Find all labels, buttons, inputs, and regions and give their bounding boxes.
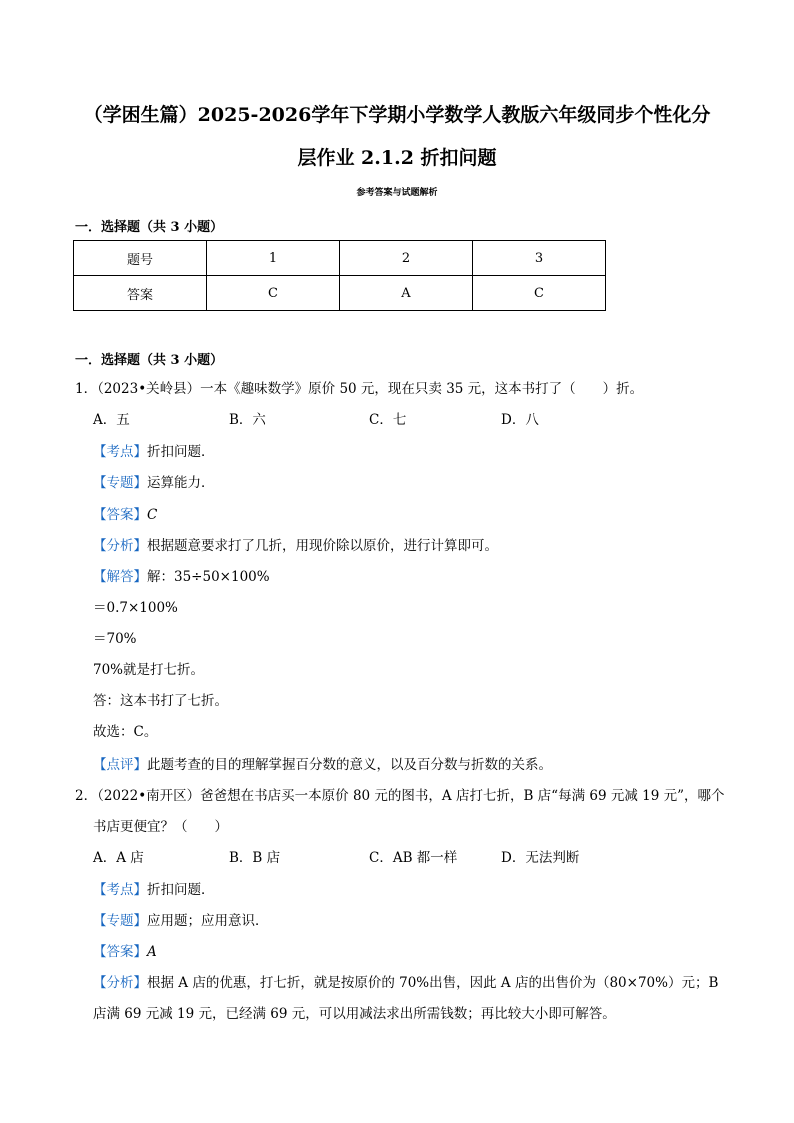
q2-options	[93, 849, 579, 867]
section-heading: 一．选择题（共 3 小题）	[75, 220, 224, 235]
q2-option-b: B．B 店	[229, 850, 281, 866]
table-cell: A	[340, 276, 473, 311]
q1-zhuanti-text: 运算能力．	[147, 475, 215, 491]
q1-fenxi	[93, 537, 498, 555]
q1-answer-text: C	[147, 507, 158, 523]
q2-option-c: C．AB 都一样	[369, 850, 458, 866]
q1-fenxi-text: 根据题意要求打了几折，用现价除以原价，进行计算即可。	[147, 538, 498, 554]
table-row	[74, 276, 606, 311]
fenxi-tag: 【分析】	[93, 538, 147, 554]
dianping-tag: 【点评】	[93, 757, 147, 773]
table-cell: 1	[207, 241, 340, 276]
q1-step: 答：这本书打了七折。	[93, 693, 228, 709]
kaodian-tag: 【考点】	[93, 882, 147, 898]
doc-subtitle: 参考答案与试题解析	[356, 188, 438, 198]
daan-tag: 【答案】	[93, 944, 147, 960]
q2-zhuanti-text: 应用题；应用意识．	[147, 913, 269, 929]
table-cell: 2	[340, 241, 473, 276]
q2-answer-text: A	[147, 944, 157, 960]
q2-kaodian	[93, 881, 215, 899]
q1-option-a: A．五	[93, 412, 130, 428]
q2-kaodian-text: 折扣问题．	[147, 882, 215, 898]
q1-kaodian-text: 折扣问题．	[147, 444, 215, 460]
kaodian-tag: 【考点】	[93, 444, 147, 460]
q1-dianping-text: 此题考查的目的理解掌握百分数的意义，以及百分数与折数的关系。	[147, 757, 552, 773]
q1-step: ＝0.7×100%	[93, 600, 178, 616]
q1-stem: 1．（2023•关岭县）一本《趣味数学》原价 50 元，现在只卖 35 元，这本书打了（ ）折。	[75, 381, 644, 397]
doc-title-line2: 层作业 2.1.2 折扣问题	[297, 147, 497, 169]
q1-answer	[93, 506, 157, 524]
q1-step: 70%就是打七折。	[93, 662, 205, 678]
doc-title-line1: （学困生篇）2025-2026学年下学期小学数学人教版六年级同步个性化分	[83, 104, 711, 126]
jieda-tag: 【解答】	[93, 569, 147, 585]
zhuanti-tag: 【专题】	[93, 475, 147, 491]
q2-answer	[93, 943, 157, 961]
q1-jieda	[93, 568, 270, 586]
q1-zhuanti	[93, 474, 215, 492]
table-cell: 答案	[74, 276, 207, 311]
table-cell: C	[473, 276, 606, 311]
section-heading-2: 一．选择题（共 3 小题）	[75, 353, 224, 368]
table-cell: C	[207, 276, 340, 311]
table-cell: 题号	[74, 241, 207, 276]
q2-fenxi-text: 根据 A 店的优惠，打七折，就是按原价的 70%出售，因此 A 店的出售价为（80×70%）元；B	[147, 975, 719, 991]
q2-zhuanti	[93, 912, 269, 930]
q1-option-d: D．八	[501, 412, 539, 428]
q2-option-d: D．无法判断	[501, 850, 580, 866]
q1-step: ＝70%	[93, 631, 137, 647]
table-cell: 3	[473, 241, 606, 276]
table-row	[74, 241, 606, 276]
q1-jieda-text: 解：35÷50×100%	[147, 569, 270, 585]
q1-option-c: C．七	[369, 412, 407, 428]
q2-fenxi-line2: 店满 69 元减 19 元，已经满 69 元，可以用减法求出所需钱数；再比较大小即可解答。	[93, 1006, 616, 1022]
q2-stem-line1: 2．（2022•南开区）爸爸想在书店买一本原价 80 元的图书，A 店打七折，B 店“每满 69 元减 19 元”，哪个	[75, 788, 725, 804]
q1-kaodian	[93, 443, 215, 461]
q1-step: 故选：C。	[93, 724, 158, 740]
q1-option-b: B．六	[229, 412, 266, 428]
q1-options	[93, 411, 539, 429]
q2-stem-line2: 书店更便宜？（ ）	[93, 819, 228, 835]
q2-option-a: A．A 店	[93, 850, 144, 866]
daan-tag: 【答案】	[93, 507, 147, 523]
q2-fenxi	[93, 974, 718, 992]
answer-table	[73, 240, 606, 311]
zhuanti-tag: 【专题】	[93, 913, 147, 929]
q1-dianping	[93, 756, 552, 774]
fenxi-tag: 【分析】	[93, 975, 147, 991]
